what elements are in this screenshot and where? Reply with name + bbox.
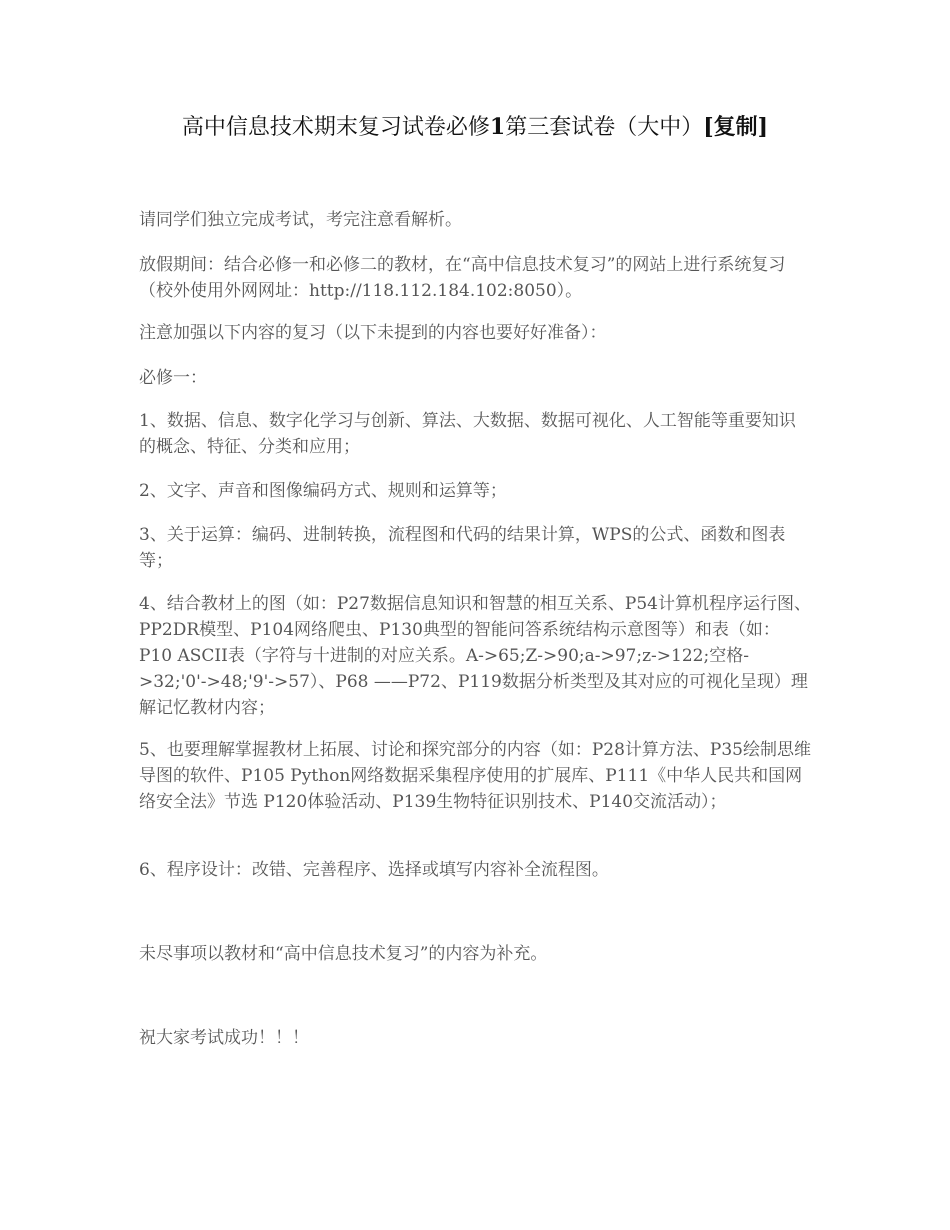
holiday-paragraph: 放假期间：结合必修一和必修二的教材，在“高中信息技术复习”的网站上进行系统复习（校外使用外网网址：http://118.112.184.102:8050）。 (139, 255, 786, 301)
intro-paragraph: 请同学们独立完成考试，考完注意看解析。 (139, 210, 462, 230)
title-number: 1 (489, 114, 506, 140)
page-title (0, 110, 950, 145)
list-item: 5、也要理解掌握教材上拓展、讨论和探究部分的内容（如：P28计算方法、P35绘制思维导图的软件、P105 Python网络数据采集程序使用的扩展库、P111《中华人民共和国网络安全法》节选 P120体验活动、P139生物特征识别技术、P140交流活动）； (139, 740, 811, 812)
list-item: 3、关于运算：编码、进制转换，流程图和代码的结果计算，WPS的公式、函数和图表等； (139, 525, 786, 571)
supplement-paragraph: 未尽事项以教材和“高中信息技术复习”的内容为补充。 (139, 944, 548, 964)
title-copy-tag: [复制] (703, 114, 769, 140)
list-item: 2、文字、声音和图像编码方式、规则和运算等； (139, 481, 507, 501)
section-heading: 必修一： (139, 368, 207, 388)
list-item: 6、程序设计：改错、完善程序、选择或填写内容补全流程图。 (139, 860, 609, 880)
notice-paragraph: 注意加强以下内容的复习（以下未提到的内容也要好好准备）： (139, 323, 607, 343)
title-sub: 第三套试卷（大中） (505, 115, 704, 140)
title-main: 高中信息技术期末复习试卷必修 (181, 115, 490, 140)
list-item: 1、数据、信息、数字化学习与创新、算法、大数据、数据可视化、人工智能等重要知识的概念、特征、分类和应用； (139, 411, 796, 457)
list-item: 4、结合教材上的图（如：P27数据信息知识和智慧的相互关系、P54计算机程序运行图、PP2DR模型、P104网络爬虫、P130典型的智能问答系统结构示意图等）和表（如：P10 ASCII表（字符与十进制的对应关系。A->65;Z->90;a->97;z->122;空格->32;'0'->48;'9'->57）、P68 ——P72、P119数据分析类型及其对应的可视化呈现）理解记忆教材内容； (139, 594, 811, 718)
closing-paragraph: 祝大家考试成功！！！ (139, 1028, 309, 1048)
